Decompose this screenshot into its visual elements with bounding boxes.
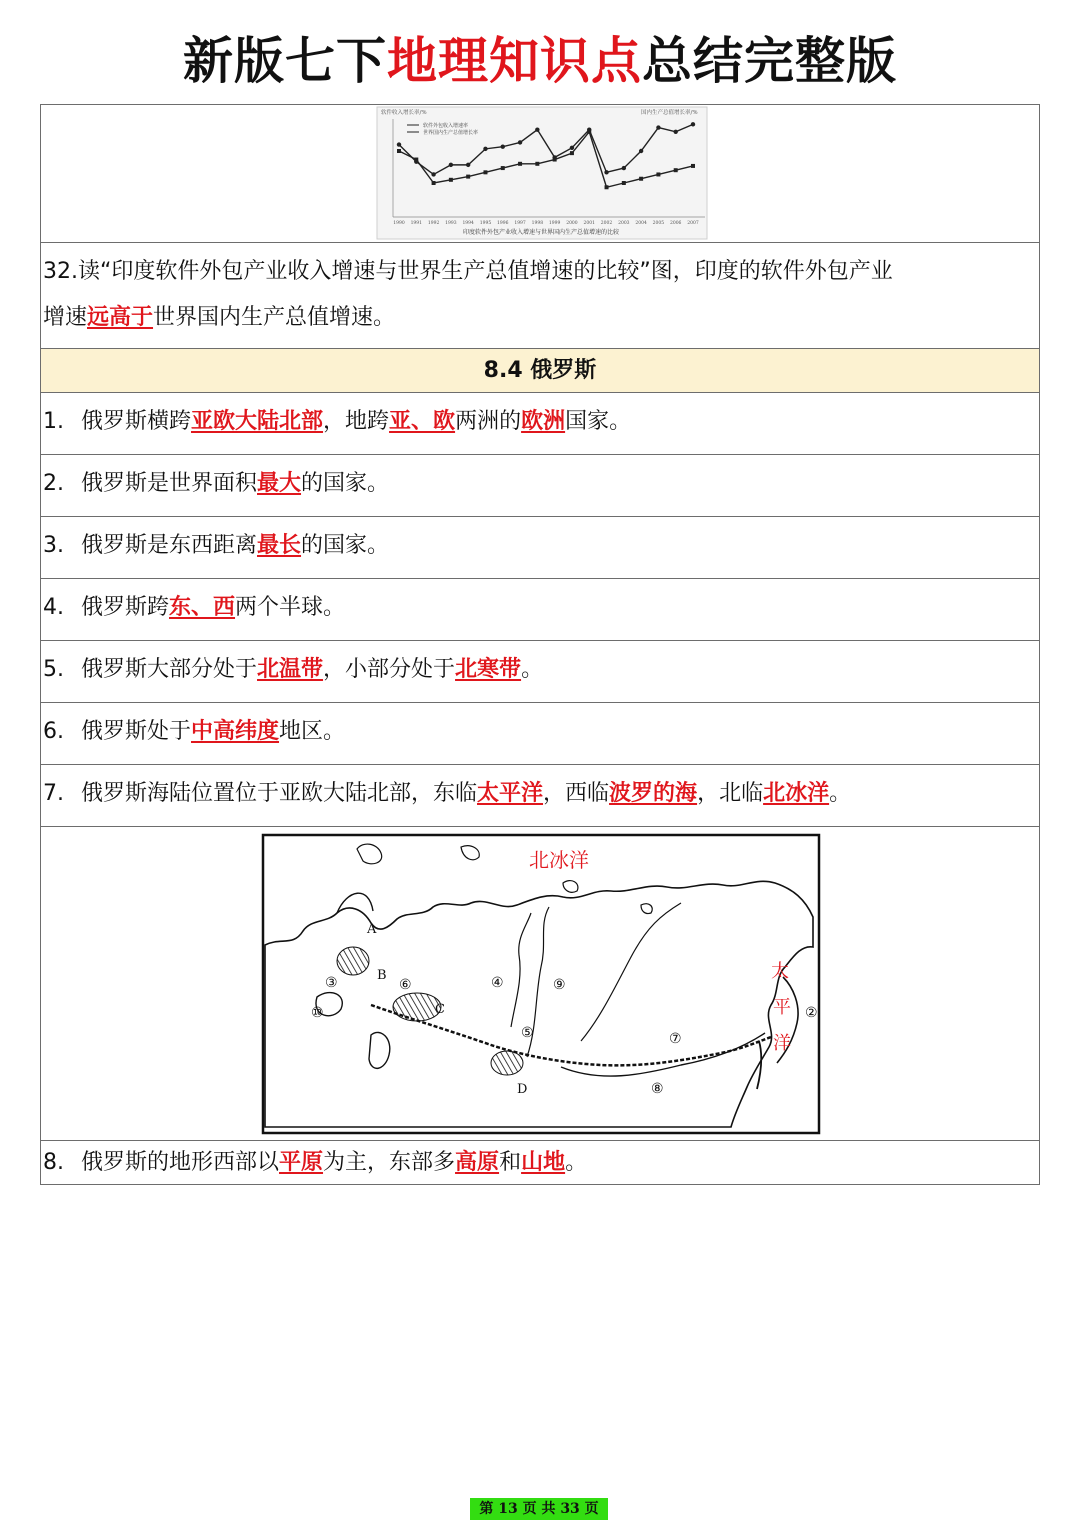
- chart-point: [622, 181, 626, 185]
- chart-point: [622, 166, 626, 170]
- russia-map: [41, 827, 1039, 1141]
- item-text: 。: [521, 657, 544, 682]
- map-num-4: ④: [491, 975, 504, 991]
- chart-right-axis-label: 国内生产总值增长率/%: [641, 110, 698, 116]
- map-letter-a: A: [367, 922, 377, 937]
- footer-text: 页: [584, 1501, 599, 1517]
- q32-answer: 远高于: [87, 305, 154, 330]
- item-number: 3.: [43, 533, 64, 558]
- footer-text: 共: [541, 1501, 556, 1517]
- region-c: [393, 993, 441, 1021]
- chart-point: [397, 142, 401, 146]
- chart-point: [570, 146, 574, 150]
- chart-point: [587, 130, 591, 134]
- chart-point: [570, 151, 574, 155]
- item-2: [41, 455, 1039, 517]
- map-num-2: ②: [805, 1005, 818, 1021]
- item-3: [41, 517, 1039, 579]
- map-letter-b: B: [377, 968, 387, 983]
- footer-text: 页: [522, 1501, 537, 1517]
- item-number: 7.: [43, 781, 64, 806]
- chart-x-tick-label: 1992: [427, 221, 440, 226]
- pacific-label-2: 平: [773, 997, 791, 1018]
- page-title: [0, 28, 1080, 94]
- chart-x-tick-label: 2007: [687, 221, 699, 226]
- item-answer: 亚、欧: [389, 409, 456, 434]
- chart-point: [535, 127, 539, 131]
- item-text: 为主，东部多: [323, 1150, 456, 1175]
- item-1: [41, 393, 1039, 455]
- chart-point: [397, 149, 401, 153]
- q32-text-end: 世界国内生产总值增速。: [153, 305, 396, 330]
- chart-point: [656, 172, 660, 176]
- item-text: 俄罗斯是东西距离: [81, 533, 258, 558]
- chart-point: [518, 140, 522, 144]
- page-number: 13: [498, 1501, 518, 1517]
- item-text: ，西临: [543, 781, 610, 806]
- chart-title: 印度软件外包产业收入增速与世界国内生产总值增速的比较: [462, 229, 620, 236]
- item-answer: 欧洲: [521, 409, 566, 434]
- page-footer: [470, 1498, 608, 1520]
- item-answer: 北寒带: [455, 657, 522, 682]
- title-part-2: 地理知识点: [387, 32, 642, 90]
- chart-point: [691, 122, 695, 126]
- chart-point: [431, 172, 435, 176]
- chart-point: [639, 177, 643, 181]
- region-d: [491, 1051, 523, 1075]
- item-text: 的国家。: [301, 471, 390, 496]
- item-answer: 亚欧大陆北部: [191, 409, 324, 434]
- chart-x-tick-label: 2001: [583, 221, 595, 226]
- chart-x-tick-label: 2003: [618, 221, 630, 226]
- chart-x-tick-label: 2004: [635, 221, 647, 226]
- chart-point: [414, 158, 418, 162]
- chart-x-tick-label: 1993: [445, 221, 457, 226]
- content-table: [40, 104, 1040, 1185]
- item-answer: 波罗的海: [609, 781, 698, 806]
- item-5: [41, 641, 1039, 703]
- chart-x-tick-label: 2000: [566, 221, 578, 226]
- map-num-10: ⑩: [311, 1005, 324, 1021]
- page-total: 33: [560, 1501, 580, 1517]
- item-number: 4.: [43, 595, 64, 620]
- item-text: ，地跨: [323, 409, 390, 434]
- chart-point: [674, 130, 678, 134]
- chart-point: [483, 170, 487, 174]
- chart-point: [656, 125, 660, 129]
- item-text: 两个半球。: [235, 595, 346, 620]
- title-part-3: 总结完整版: [642, 32, 897, 90]
- item-text: 。: [565, 1150, 588, 1175]
- item-answer: 北温带: [257, 657, 324, 682]
- chart-x-tick-label: 1997: [514, 221, 526, 226]
- india-software-chart: [41, 105, 1039, 243]
- map-num-8: ⑧: [651, 1081, 664, 1097]
- item-text: 和: [499, 1150, 522, 1175]
- map-num-7: ⑦: [669, 1031, 682, 1047]
- map-num-6: ⑥: [399, 977, 412, 993]
- chart-point: [501, 145, 505, 149]
- chart-x-tick-label: 1991: [410, 221, 423, 226]
- item-text: 俄罗斯处于: [81, 719, 192, 744]
- region-a-b: [337, 947, 369, 975]
- item-answer: 最长: [257, 533, 302, 558]
- chart-x-tick-label: 1990: [393, 221, 405, 226]
- item-text: 地区。: [279, 719, 346, 744]
- q32-text: 增速: [43, 305, 88, 330]
- q32-line-2: [43, 295, 1039, 341]
- item-answer: 东、西: [169, 595, 236, 620]
- section-heading: 8.4 俄罗斯: [41, 349, 1039, 393]
- legend-world-gdp: 世界国内生产总值增长率: [423, 130, 479, 136]
- item-6: [41, 703, 1039, 765]
- chart-x-tick-label: 2002: [600, 221, 613, 226]
- item-answer: 中高纬度: [191, 719, 280, 744]
- chart-point: [691, 164, 695, 168]
- chart-point: [483, 147, 487, 151]
- chart-point: [535, 162, 539, 166]
- chart-point: [501, 166, 505, 170]
- chart-point: [674, 168, 678, 172]
- item-number: 6.: [43, 719, 64, 744]
- item-answer: 山地: [521, 1150, 566, 1175]
- chart-left-axis-label: 软件收入增长率/%: [381, 110, 427, 116]
- item-text: 俄罗斯跨: [81, 595, 170, 620]
- chart-point: [605, 185, 609, 189]
- item-number: 1.: [43, 409, 64, 434]
- chart-x-tick-label: 1996: [497, 221, 509, 226]
- item-8: [41, 1141, 1039, 1185]
- item-text: 俄罗斯是世界面积: [81, 471, 258, 496]
- arctic-ocean-label: 北冰洋: [529, 848, 589, 872]
- map-num-5: ⑤: [521, 1025, 534, 1041]
- question-32: [41, 243, 1039, 349]
- russia-outline: [265, 881, 813, 1127]
- chart-row: [41, 105, 1039, 243]
- chart-x-tick-label: 1999: [548, 221, 561, 226]
- item-answer: 太平洋: [477, 781, 544, 806]
- item-number: 5.: [43, 657, 64, 682]
- footer-text: 第: [479, 1501, 494, 1517]
- item-answer: 北冰洋: [763, 781, 830, 806]
- chart-x-tick-label: 1998: [531, 221, 544, 226]
- item-answer: 平原: [279, 1150, 324, 1175]
- chart-point: [466, 175, 470, 179]
- chart-point: [449, 178, 453, 182]
- map-letter-d: D: [517, 1082, 528, 1097]
- chart-point: [553, 158, 557, 162]
- pacific-label-3: 洋: [773, 1033, 791, 1054]
- chart-x-tick-label: 1994: [462, 221, 474, 226]
- item-text: 。: [829, 781, 852, 806]
- item-text: 国家。: [565, 409, 632, 434]
- map-num-3: ③: [325, 975, 338, 991]
- item-text: 俄罗斯海陆位置位于亚欧大陆北部，东临: [81, 781, 478, 806]
- item-text: 两洲的: [455, 409, 522, 434]
- item-number: 2.: [43, 471, 64, 496]
- item-answer: 最大: [257, 471, 302, 496]
- map-num-9: ⑨: [553, 977, 566, 993]
- q32-line-1: 32.读“印度软件外包产业收入增速与世界生产总值增速的比较”图，印度的软件外包产业: [43, 259, 893, 284]
- map-letter-c: C: [435, 1002, 445, 1017]
- chart-point: [604, 170, 608, 174]
- chart-x-tick-label: 2005: [652, 221, 665, 226]
- chart-point: [432, 181, 436, 185]
- item-answer: 高原: [455, 1150, 500, 1175]
- chart-point: [449, 163, 453, 167]
- item-text: 俄罗斯的地形西部以: [81, 1150, 280, 1175]
- chart-point: [466, 163, 470, 167]
- item-text: 俄罗斯大部分处于: [81, 657, 258, 682]
- pacific-label-1: 太: [771, 961, 789, 982]
- item-text: ，北临: [697, 781, 764, 806]
- item-text: 的国家。: [301, 533, 390, 558]
- chart-point: [518, 162, 522, 166]
- item-text: ，小部分处于: [323, 657, 456, 682]
- legend-software: 软件外包收入增速率: [423, 123, 469, 129]
- chart-x-tick-label: 1995: [479, 221, 492, 226]
- item-text: 俄罗斯横跨: [81, 409, 192, 434]
- title-part-1: 新版七下: [183, 32, 387, 90]
- chart-x-tick-label: 2006: [669, 221, 682, 226]
- chart-point: [639, 149, 643, 153]
- item-number: 8.: [43, 1150, 64, 1175]
- russia-map-row: [41, 827, 1039, 1141]
- item-4: [41, 579, 1039, 641]
- item-7: [41, 765, 1039, 827]
